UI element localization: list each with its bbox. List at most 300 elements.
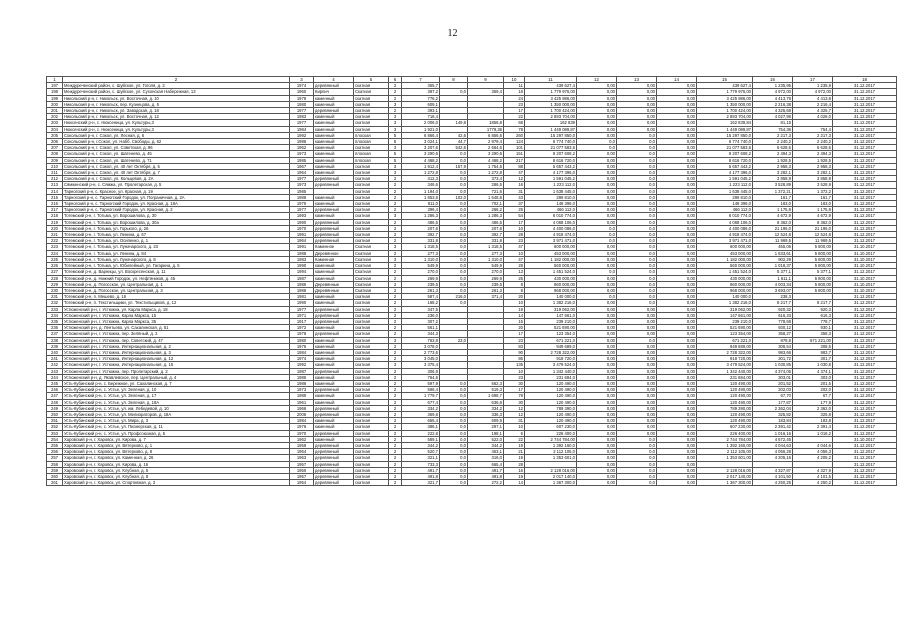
table-cell: 161,7: [793, 194, 833, 200]
table-cell: Тотемский р-н, г. Тотьма, ул. Ворошилова, д. 30а: [63, 219, 290, 225]
table-cell: 4 672,9: [753, 213, 793, 219]
table-cell: 221: [47, 232, 63, 238]
table-cell: 8: [504, 287, 525, 293]
table-cell: 0,00: [617, 399, 657, 405]
table-cell: 216: [47, 201, 63, 207]
table-cell: 1 030,85: [753, 362, 793, 368]
table-cell: 151: [504, 151, 525, 157]
table-cell: 23: [504, 238, 525, 244]
table-cell: 373,4: [468, 176, 504, 182]
table-cell: 0,00: [617, 120, 657, 126]
table-cell: 0,00: [657, 207, 697, 213]
table-cell: 2: [389, 411, 402, 417]
table-cell: 31.12.2017: [833, 461, 897, 467]
table-cell: 254: [47, 436, 63, 442]
table-cell: 8 616 720,0: [525, 157, 577, 163]
table-cell: Тотемский р-н, г. Тотьма, ул. Осипенко, д. 1: [63, 238, 290, 244]
table-cell: 1971: [290, 312, 314, 318]
table-cell: 491,8: [468, 474, 504, 480]
table-cell: 17: [504, 331, 525, 337]
table-cell: 778,7: [793, 318, 833, 324]
table-cell: 616,3: [793, 312, 833, 318]
table-cell: 12 524,8: [793, 232, 833, 238]
table-cell: 16: [504, 467, 525, 473]
table-cell: 0,00: [577, 263, 617, 269]
table-cell: 202: [47, 114, 63, 120]
header-cell: 15: [697, 77, 753, 83]
table-cell: 3 528,9: [793, 182, 833, 188]
table-cell: 920,32: [753, 306, 793, 312]
table-cell: 3 282,1: [753, 170, 793, 176]
table-cell: 0,0: [617, 163, 657, 169]
table-cell: 0,00: [577, 430, 617, 436]
table-cell: 1 611,1: [753, 275, 793, 281]
header-cell: 14: [657, 77, 697, 83]
table-cell: 1 182 000,00: [697, 256, 753, 262]
table-cell: 31.12.2017: [833, 101, 897, 107]
table-cell: 201,52: [753, 380, 793, 386]
table-cell: скатная: [354, 318, 389, 324]
table-cell: 0,0: [577, 139, 617, 145]
table-cell: 0,0: [440, 219, 468, 225]
table-cell: 3 024,1: [402, 139, 440, 145]
table-cell: 31.12.2017: [833, 151, 897, 157]
table-cell: 1 779 976,00: [697, 89, 753, 95]
table-cell: 3 290,6: [468, 151, 504, 157]
table-cell: 0,00: [577, 281, 617, 287]
table-cell: 2: [389, 294, 402, 300]
table-cell: 1 310,0: [402, 256, 440, 262]
table-cell: 0,0: [617, 132, 657, 138]
table-cell: 763,8: [402, 337, 440, 343]
table-cell: Скатная: [354, 269, 389, 275]
table-cell: 21 077 583,5: [525, 145, 577, 151]
table-cell: 560 000,00: [697, 263, 753, 269]
table-cell: Никольский р-н, г. Никольск, ул. Восточная, д. 10: [63, 95, 290, 101]
table-cell: 161,7: [753, 194, 793, 200]
table-cell: 0,00: [577, 343, 617, 349]
table-cell: 31.12.2017: [833, 368, 897, 374]
table-cell: 210: [47, 163, 63, 169]
table-cell: 0,0: [440, 176, 468, 182]
table-cell: 2: [389, 238, 402, 244]
table-cell: 4 177 396,0: [697, 170, 753, 176]
table-cell: 5 800,00: [793, 275, 833, 281]
table-cell: 120 490,0: [525, 393, 577, 399]
table-cell: 1 318,5: [402, 244, 440, 250]
table-cell: 207: [47, 145, 63, 151]
table-cell: 1990: [290, 263, 314, 269]
table-cell: 1 700 424,00: [697, 108, 753, 114]
table-cell: 31.12.2017: [833, 343, 897, 349]
table-cell: 1974: [290, 356, 314, 362]
table-cell: Каменная: [314, 256, 354, 262]
table-cell: 0,00: [657, 424, 697, 430]
table-cell: 920,3: [793, 306, 833, 312]
table-cell: 2: [389, 225, 402, 231]
table-cell: 2 217,3: [793, 132, 833, 138]
table-cell: деревянный: [314, 219, 354, 225]
table-cell: 1984: [290, 126, 314, 132]
table-cell: 319 062,00: [525, 306, 577, 312]
table-cell: Тотемский р-н, п. Мешево, д. 16: [63, 294, 290, 300]
table-cell: 1977: [290, 207, 314, 213]
table-cell: 222,8: [402, 430, 440, 436]
table-cell: 1 754,5: [468, 163, 504, 169]
table-cell: 1 353 601,00: [697, 455, 753, 461]
table-cell: 0,0: [440, 157, 468, 163]
table-cell: 13: [504, 269, 525, 275]
table-cell: 3 971 471,0: [697, 238, 753, 244]
table-cell: 148 396,0: [697, 201, 753, 207]
table-cell: 47: [504, 256, 525, 262]
table-cell: каменный: [314, 294, 354, 300]
table-cell: деревянный: [314, 480, 354, 486]
table-cell: 346,6: [402, 182, 440, 188]
table-cell: 42,6: [440, 132, 468, 138]
table-cell: 135: [504, 362, 525, 368]
table-cell: 0,0: [617, 263, 657, 269]
table-cell: 2: [389, 442, 402, 448]
table-cell: скатная: [354, 380, 389, 386]
table-cell: 0,00: [617, 306, 657, 312]
table-cell: 0,0: [440, 467, 468, 473]
table-cell: 197: [47, 83, 63, 89]
table-cell: Усть-Кубинский р-н, с. Устье, ул. Пионерская, д. 11: [63, 424, 290, 430]
table-cell: 200: [47, 101, 63, 107]
table-cell: 0,00: [617, 380, 657, 386]
table-cell: 149,8: [440, 120, 468, 126]
table-cell: 331,8: [402, 238, 440, 244]
table-cell: 2: [389, 331, 402, 337]
table-cell: 31.12.2017: [833, 418, 897, 424]
table-cell: 0,0: [617, 139, 657, 145]
table-cell: 0,00: [617, 101, 657, 107]
table-cell: 2: [389, 343, 402, 349]
table-cell: 1990: [290, 300, 314, 306]
table-cell: 2: [389, 83, 402, 89]
table-cell: 6 010 774,0: [697, 213, 753, 219]
table-cell: 960 000,00: [697, 281, 753, 287]
table-cell: 0,0: [617, 337, 657, 343]
table-cell: 10: [504, 250, 525, 256]
table-cell: 2: [389, 349, 402, 355]
table-cell: 2: [389, 374, 402, 380]
table-cell: 31: [504, 418, 525, 424]
table-cell: 2: [389, 219, 402, 225]
table-cell: 78: [504, 126, 525, 132]
table-cell: 228: [47, 275, 63, 281]
table-cell: 2 112 105,00: [697, 449, 753, 455]
table-cell: 430 000,00: [697, 275, 753, 281]
table-cell: Тотемский р-н, г. Тотьма, ул. Ленина, д. 67: [63, 232, 290, 238]
table-cell: Усть-Кубинский р-н, с. Устье, ул. Мелиораторов, д. 18А: [63, 411, 290, 417]
table-cell: 718,4: [402, 114, 440, 120]
table-cell: 0,0: [617, 461, 657, 467]
table-cell: 1 451 524,0: [697, 269, 753, 275]
table-cell: 0,00: [577, 356, 617, 362]
table-cell: 2: [389, 436, 402, 442]
table-cell: 0,00: [617, 343, 657, 349]
table-cell: каменный: [314, 436, 354, 442]
table-cell: скатная: [354, 294, 389, 300]
table-cell: Харовский р-н, г. Харовск, ул. Каменная, д. 26: [63, 455, 290, 461]
table-cell: 6 774 740,0: [525, 139, 577, 145]
table-cell: 226 400,0: [525, 430, 577, 436]
table-cell: 1977: [290, 120, 314, 126]
table-cell: скатная: [354, 232, 389, 238]
table-cell: 0,00: [577, 442, 617, 448]
table-cell: 1979: [290, 201, 314, 207]
table-cell: 31.12.2017: [833, 362, 897, 368]
table-cell: 21 195,0: [793, 225, 833, 231]
table-cell: 1987: [290, 368, 314, 374]
table-cell: Тарногский р-н, с. Тарногский Городок, ул. Красная, д. 2: [63, 207, 290, 213]
table-cell: 120 490,00: [697, 411, 753, 417]
table-cell: 120 490,0: [525, 411, 577, 417]
table-cell: 0,00: [657, 95, 697, 101]
table-cell: 2 728 322,00: [525, 349, 577, 355]
table-cell: 28: [504, 263, 525, 269]
table-cell: 31.12.2017: [833, 349, 897, 355]
table-cell: Сокольский р-н, г. Сокол, ул. 40 лет Октября, д. 7: [63, 170, 290, 176]
table-cell: 248: [47, 399, 63, 405]
table-cell: 789 390,00: [697, 405, 753, 411]
table-cell: 17: [504, 108, 525, 114]
table-cell: скатная: [354, 430, 389, 436]
table-cell: 19: [504, 306, 525, 312]
table-cell: 10: [504, 225, 525, 231]
table-cell: 2: [389, 281, 402, 287]
table-cell: 0,00: [577, 387, 617, 393]
table-cell: 491,8: [402, 474, 440, 480]
table-cell: 0,0: [617, 294, 657, 300]
page-number: 12: [447, 28, 458, 39]
table-cell: 0,00: [577, 480, 617, 486]
table-cell: 2 391,42: [753, 424, 793, 430]
table-cell: 30: [504, 380, 525, 386]
table-cell: 636,8: [468, 399, 504, 405]
table-row: [47, 480, 897, 486]
table-cell: 2 017 140,00: [697, 474, 753, 480]
table-cell: 519,3: [468, 387, 504, 393]
table-cell: 21: [504, 449, 525, 455]
table-cell: 5 377,1: [753, 269, 793, 275]
table-cell: 0,00: [657, 244, 697, 250]
table-cell: 2 006,0: [402, 120, 440, 126]
table-cell: скатная: [354, 300, 389, 306]
table-cell: 31.12.2017: [833, 331, 897, 337]
table-cell: 5 800,00: [793, 256, 833, 262]
table-cell: 16: [504, 182, 525, 188]
table-cell: 2 362,0: [793, 405, 833, 411]
table-cell: 778,68: [753, 318, 793, 324]
header-cell: 9: [468, 77, 504, 83]
table-cell: Скатная: [354, 287, 389, 293]
table-cell: 0,0: [440, 393, 468, 399]
header-cell: 4: [314, 77, 354, 83]
table-cell: 789 390,0: [525, 405, 577, 411]
table-cell: 1779,36: [468, 126, 504, 132]
table-cell: 4 400 086,0: [525, 225, 577, 231]
table-cell: 0,00: [577, 151, 617, 157]
table-cell: 31.10.2017: [833, 281, 897, 287]
table-cell: 520,7: [402, 449, 440, 455]
table-cell: 23,0: [440, 337, 468, 343]
table-cell: 347,5: [402, 306, 440, 312]
table-cell: 0,00: [657, 325, 697, 331]
table-cell: 0,00: [617, 312, 657, 318]
table-cell: скатная: [354, 95, 389, 101]
table-cell: 202,03: [753, 387, 793, 393]
table-cell: 3 425 986,00: [525, 95, 577, 101]
table-cell: 0,00: [617, 95, 657, 101]
table-cell: 561,1: [402, 325, 440, 331]
table-cell: 12: [504, 405, 525, 411]
table-cell: 1986: [290, 281, 314, 287]
table-cell: 2 216,4: [793, 101, 833, 107]
table-cell: 491,7: [468, 467, 504, 473]
table-cell: 0,0: [440, 399, 468, 405]
table-cell: 0,00: [657, 256, 697, 262]
table-cell: 0,00: [657, 418, 697, 424]
table-cell: 120 490,00: [697, 418, 753, 424]
table-cell: 0,00: [577, 393, 617, 399]
table-cell: 1978: [290, 331, 314, 337]
table-cell: Сокольский р-н, г. Сокол, ул. 40 лет Октября, д. 5: [63, 163, 290, 169]
table-cell: 2 494,3: [753, 151, 793, 157]
table-cell: 344,2: [468, 442, 504, 448]
table-cell: 1 372,21: [753, 188, 793, 194]
table-cell: Харовский р-н, г. Харовск, ул. Спортивная, д. 3: [63, 480, 290, 486]
table-cell: 0,00: [617, 418, 657, 424]
table-cell: 258: [47, 461, 63, 467]
table-cell: 0,0: [440, 201, 468, 207]
table-cell: 0,0: [440, 250, 468, 256]
table-cell: Усть-Кубинский р-н, с. Устье, ул. Зеленая, д. 18А: [63, 399, 290, 405]
table-cell: каменный: [314, 374, 354, 380]
table-cell: 6 010 774,0: [525, 213, 577, 219]
table-cell: 18: [504, 89, 525, 95]
table-cell: 0,00: [577, 449, 617, 455]
table-cell: 930,12: [753, 325, 793, 331]
table-cell: 4 044,63: [753, 442, 793, 448]
table-cell: каменный: [314, 356, 354, 362]
table-cell: Усть-Кубинский р-н, с. Бережное, ул. Сахалинская, д. 7: [63, 380, 290, 386]
table-cell: 616,33: [753, 312, 793, 318]
table-cell: 1 928,5: [753, 157, 793, 163]
table-cell: 2: [389, 300, 402, 306]
table-cell: 240: [47, 349, 63, 355]
table-cell: 0,0: [440, 225, 468, 231]
table-cell: каменный: [314, 120, 354, 126]
table-cell: каменный: [314, 101, 354, 107]
table-cell: 222: [47, 238, 63, 244]
table-cell: 88: [504, 163, 525, 169]
table-cell: 31.12.2017: [833, 480, 897, 486]
table-cell: 1 350 000,00: [697, 101, 753, 107]
table-cell: скатная: [354, 374, 389, 380]
table-cell: 31.12.2017: [833, 139, 897, 145]
table-cell: 28: [504, 232, 525, 238]
table-cell: 1 698,7: [468, 393, 504, 399]
table-cell: 0,00: [577, 132, 617, 138]
table-cell: 4 250,25: [753, 480, 793, 486]
table-cell: 0,0: [617, 442, 657, 448]
table-cell: 2: [389, 474, 402, 480]
table-cell: Нюксенский р-н, с. Нюксеница, ул. Культуры,3: [63, 126, 290, 132]
table-cell: скатная: [354, 331, 389, 337]
table-cell: 0,0: [617, 300, 657, 306]
table-cell: 3 528,89: [753, 182, 793, 188]
table-cell: каменный: [314, 132, 354, 138]
table-cell: 0,0: [617, 188, 657, 194]
table-cell: 11: [504, 83, 525, 89]
table-cell: 198,1: [468, 430, 504, 436]
table-cell: 344,2: [402, 442, 440, 448]
table-cell: 334,2: [468, 405, 504, 411]
table-cell: 0,00: [577, 207, 617, 213]
table-cell: 0,00: [577, 176, 617, 182]
table-cell: 1985: [290, 157, 314, 163]
table-cell: 246: [47, 387, 63, 393]
table-cell: 0,0: [617, 275, 657, 281]
table-cell: 0,00: [577, 424, 617, 430]
table-cell: 31.10.2017: [833, 256, 897, 262]
table-cell: 0,0: [617, 213, 657, 219]
table-cell: 31.12.2017: [833, 238, 897, 244]
table-cell: 0,00: [617, 424, 657, 430]
table-cell: Усть-Кубинский р-н, с. Устье, ул. Зеленая, д. 10: [63, 387, 290, 393]
table-cell: 321,1: [402, 455, 440, 461]
table-cell: 1991: [290, 232, 314, 238]
header-cell: 16: [753, 77, 793, 83]
table-cell: 308,54: [753, 343, 793, 349]
table-cell: 1 700 424,00: [525, 108, 577, 114]
table-cell: 2: [389, 480, 402, 486]
table-cell: 0,00: [617, 405, 657, 411]
table-cell: 6 856,6: [468, 132, 504, 138]
table-cell: 31.12.2017: [833, 294, 897, 300]
table-cell: 1976: [290, 343, 314, 349]
table-cell: 1977: [290, 306, 314, 312]
table-cell: деревянный: [314, 449, 354, 455]
table-cell: 0,00: [657, 380, 697, 386]
table-cell: 201: [47, 108, 63, 114]
header-cell: 10: [504, 77, 525, 83]
table-cell: 0,00: [657, 306, 697, 312]
table-cell: 30: [504, 399, 525, 405]
table-cell: 1977: [290, 176, 314, 182]
table-cell: 325,82: [753, 411, 793, 417]
table-cell: 486,5: [468, 219, 504, 225]
table-cell: 0,0: [440, 461, 468, 467]
table-cell: 23: [504, 337, 525, 343]
table-cell: 0,0: [617, 449, 657, 455]
table-cell: 2: [389, 356, 402, 362]
table-cell: 251: [47, 418, 63, 424]
table-cell: 120 490,00: [697, 399, 753, 405]
table-cell: 239,5: [468, 281, 504, 287]
table-cell: 0,00: [577, 170, 617, 176]
table-cell: Тотемский р-н, г. Тотьма, ул. Ленина, д. 84: [63, 250, 290, 256]
table-cell: Устюженский р-н, г. Устюжна, Карла Маркса, 15: [63, 312, 290, 318]
table-cell: 3 375,4: [402, 362, 440, 368]
table-cell: 260: [504, 132, 525, 138]
table-cell: 549,9: [468, 263, 504, 269]
table-cell: скатная: [354, 349, 389, 355]
table-cell: 455,06: [753, 244, 793, 250]
